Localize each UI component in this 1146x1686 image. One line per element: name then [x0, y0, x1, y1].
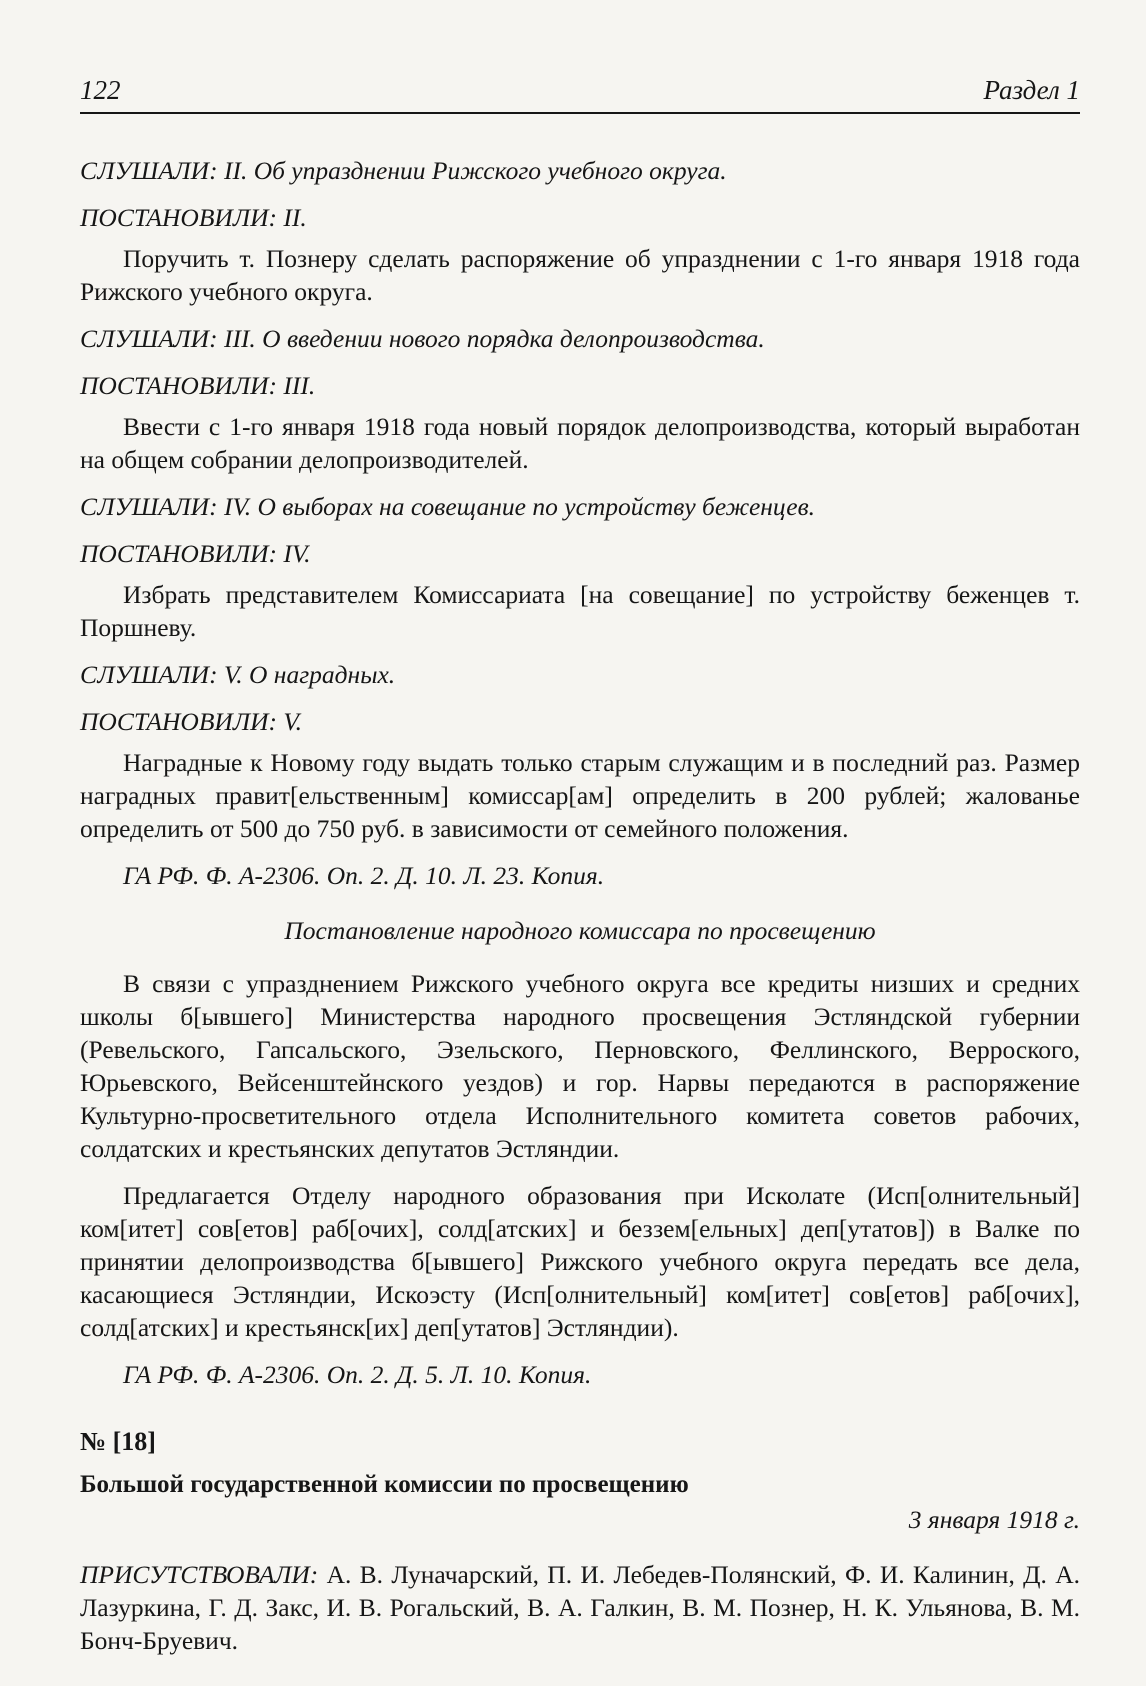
archive-source-1: ГА РФ. Ф. А-2306. Оп. 2. Д. 10. Л. 23. Копия. [123, 861, 605, 890]
resolution-paragraph-2: Предлагается Отделу народного образования при Исколате (Исп[олнительный] ком[итет] сов[етов] раб[очих], солд[атских] и беззем[ельных] деп[утатов]) в Валке по принятии делопроизводства б[ывшего] Рижского учебного округа передать все дела, касающиеся Эстляндии, Искоэсту (Исп[олнительный] ком[итет] сов[етов] раб[очих], солд[атских] и крестьянск[их] деп[утатов] Эстляндии). [80, 1181, 1080, 1342]
document-date: 3 января 1918 г. [908, 1505, 1080, 1534]
decision-text-4: Избрать представителем Комиссариата [на совещание] по устройству беженцев т. Поршневу. [80, 580, 1080, 642]
heard-2: СЛУШАЛИ: II. Об упразднении Рижского учебного округа. [80, 156, 727, 185]
decided-4: ПОСТАНОВИЛИ: IV. [80, 539, 311, 568]
heard-4: СЛУШАЛИ: IV. О выборах на совещание по устройству беженцев. [80, 492, 816, 521]
attendees-label: ПРИСУТСТВОВАЛИ: [80, 1560, 319, 1589]
section-title: Раздел 1 [983, 75, 1080, 105]
heard-5: СЛУШАЛИ: V. О наградных. [80, 660, 396, 689]
page-content [80, 114, 1080, 1657]
decided-3: ПОСТАНОВИЛИ: III. [80, 371, 316, 400]
attendees-names: А. В. Луначарский, П. И. Лебедев-Полянский, Ф. И. Калинин, Д. А. Лазуркина, Г. Д. Закс, И. В. Рогальский, В. А. Галкин, В. М. Познер, Н. К. Ульянова, В. М. Бонч-Бруевич. [80, 1560, 1080, 1655]
archive-source-2: ГА РФ. Ф. А-2306. Оп. 2. Д. 5. Л. 10. Копия. [123, 1360, 592, 1389]
decided-5: ПОСТАНОВИЛИ: V. [80, 707, 303, 736]
resolution-title: Постановление народного комиссара по просвещению [284, 916, 876, 945]
resolution-paragraph-1: В связи с упразднением Рижского учебного округа все кредиты низших и средних школы б[ывшего] Министерства народного просвещения Эстляндской губернии (Ревельского, Гапсальского, Эзельского, Перновского, Феллинского, Верроского, Юрьевского, Вейсенштейнского уездов) и гор. Нарвы передаются в распоряжение Культурно-просветительного отдела Исполнительного комитета советов рабочих, солдатских и крестьянских депутатов Эстляндии. [80, 969, 1080, 1163]
document-number: № [18] [80, 1427, 156, 1456]
attendees [80, 1558, 1080, 1657]
decision-text-5: Наградные к Новому году выдать только старым служащим и в последний раз. Размер наградных правит[ельственным] комиссар[ам] определить в 200 рублей; жалованье определить от 500 до 750 руб. в зависимости от семейного положения. [80, 748, 1080, 843]
decision-text-2: Поручить т. Познеру сделать распоряжение об упразднении с 1-го января 1918 года Рижского учебного округа. [80, 244, 1080, 306]
document-page [80, 60, 1080, 1657]
document-title: Большой государственной комиссии по просвещению [80, 1471, 689, 1498]
page-header [80, 60, 1080, 114]
decided-2: ПОСТАНОВИЛИ: II. [80, 203, 307, 232]
heard-3: СЛУШАЛИ: III. О введении нового порядка делопроизводства. [80, 324, 765, 353]
decision-text-3: Ввести с 1-го января 1918 года новый порядок делопроизводства, который выработан на общем собрании делопроизводителей. [80, 412, 1080, 474]
page-number: 122 [80, 75, 121, 105]
